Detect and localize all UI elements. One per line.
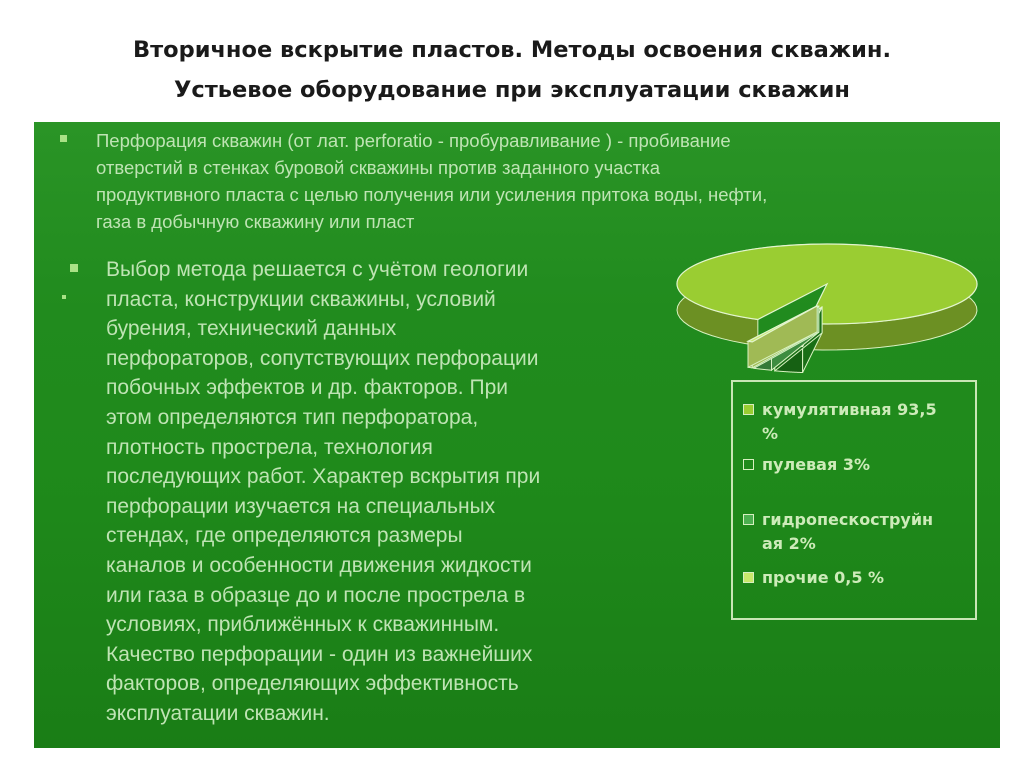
chart-legend xyxy=(731,380,977,620)
paragraph-line: плотность прострела, технология xyxy=(106,435,433,459)
legend-swatch xyxy=(743,404,754,415)
slide-title xyxy=(0,30,1024,110)
paragraph-line: продуктивного пласта с целью получения или усиления притока воды, нефти, xyxy=(96,184,768,205)
legend-label xyxy=(762,566,884,590)
legend-label-line: кумулятивная 93,5 xyxy=(762,400,937,419)
legend-label-line: ая 2% xyxy=(762,534,816,553)
paragraph-line: пласта, конструкции скважины, условий xyxy=(106,287,496,311)
title-line-1: Вторичное вскрытие пластов. Методы освоения скважин. xyxy=(132,37,892,63)
paragraph-line: Перфорация скважин (от лат. perforatio - пробуравливание ) - пробивание xyxy=(96,130,731,151)
paragraph-line: факторов, определяющих эффективность xyxy=(106,672,519,696)
slide-content xyxy=(34,122,1000,748)
paragraph-line: бурения, технический данных xyxy=(106,317,397,341)
bullet-square-icon xyxy=(60,135,67,142)
pie-slice-0 xyxy=(677,244,977,350)
legend-label-line: % xyxy=(762,424,779,443)
paragraph-line: побочных эффектов и др. факторов. При xyxy=(106,376,508,400)
paragraph-line: стендах, где определяются размеры xyxy=(106,524,463,548)
paragraph-line: каналов и особенности движения жидкости xyxy=(106,553,532,577)
perforation-methods-pie-chart xyxy=(654,232,984,382)
paragraph-line: перфорации изучается на специальных xyxy=(106,494,496,518)
paragraph-line: Выбор метода решается с учётом геологии xyxy=(106,258,529,281)
paragraph-line: последующих работ. Характер вскрытия при xyxy=(106,465,541,489)
legend-label-line: гидропескоструйн xyxy=(762,510,934,529)
paragraph-line: отверстий в стенках буровой скважины против заданного участка xyxy=(96,157,661,178)
bullet-dot-icon xyxy=(62,295,66,299)
paragraph-line: газа в добычную скважину или пласт xyxy=(96,211,415,232)
bullet-square-icon xyxy=(70,264,78,272)
legend-swatch xyxy=(743,514,754,525)
paragraph-line: этом определяются тип перфоратора, xyxy=(106,405,479,429)
paragraph-line: Качество перфорации - один из важнейших xyxy=(106,642,533,666)
legend-label xyxy=(762,508,933,556)
paragraph-line: эксплуатации скважин. xyxy=(106,701,330,725)
paragraph-line: перфораторов, сопутствующих перфорации xyxy=(106,346,539,370)
legend-label xyxy=(762,453,870,477)
method-selection-paragraph xyxy=(106,255,666,729)
paragraph-line: условиях, приближённых к скважинным. xyxy=(106,613,500,637)
legend-label xyxy=(762,398,937,446)
pie-slice-top xyxy=(677,244,977,324)
legend-label-line: прочие 0,5 % xyxy=(762,568,885,587)
legend-swatch xyxy=(743,572,754,583)
perforation-definition-paragraph xyxy=(96,127,976,235)
legend-swatch xyxy=(743,459,754,470)
legend-label-line: пулевая 3% xyxy=(762,455,870,474)
paragraph-line: или газа в образце до и после прострела в xyxy=(106,583,526,607)
title-line-2: Устьевое оборудование при эксплуатации скважин xyxy=(174,77,850,103)
